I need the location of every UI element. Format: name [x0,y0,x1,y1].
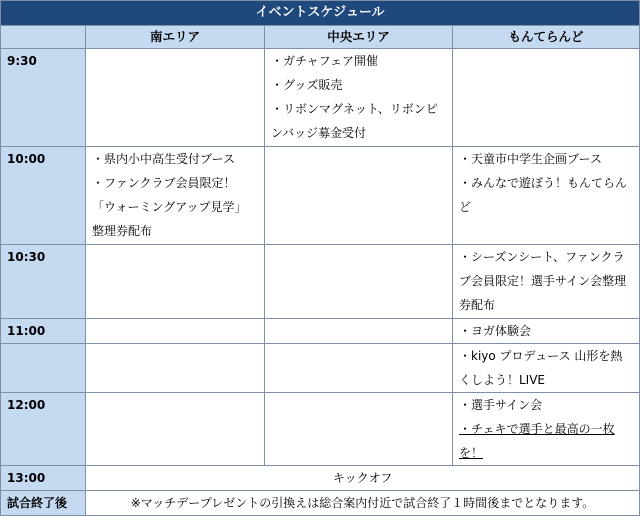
central-area-header: 中央エリア [265,26,453,49]
south-cell [86,147,265,245]
kickoff-cell: キックオフ [86,466,640,491]
montera-cell [453,147,640,245]
south-cell [86,319,265,344]
montera-cell [453,393,640,466]
time-cell: 13:00 [1,466,86,491]
schedule-item: ・ヨガ体験会 [459,324,532,338]
schedule-item: ・みんなで遊ぼう！もんてらんど [459,176,628,214]
montera-cell [453,319,640,344]
schedule-item: ・選手サイン会 [459,398,543,412]
montera-header: もんてらんど [453,26,640,49]
schedule-item: ・kiyo プロデュース 山形を熱くしよう！LIVE [459,349,623,387]
south-area-header: 南エリア [86,26,265,49]
schedule-item: ・ガチャフェア開催 [271,54,379,68]
after-match-note: ※マッチデープレゼントの引換えは総合案内付近で試合終了１時間後までとなります。 [86,491,640,516]
schedule-title: イベントスケジュール [1,1,640,26]
schedule-item: ・天童市中学生企画ブース [459,152,603,166]
schedule-item: ・グッズ販売 [271,78,343,92]
central-cell [265,147,453,245]
time-cell: 12:00 [1,393,86,466]
schedule-item: ・シーズンシート、ファンクラブ会員限定！選手サイン会整理券配布 [459,250,627,312]
south-cell [86,245,265,319]
time-cell: 10:30 [1,245,86,319]
central-cell [265,319,453,344]
time-cell [1,344,86,393]
montera-cell [453,344,640,393]
south-cell [86,49,265,147]
time-cell: 10:00 [1,147,86,245]
schedule-item: ・リボンマグネット、リボンピンバッジ募金受付 [271,102,438,140]
south-cell [86,393,265,466]
time-cell: 9:30 [1,49,86,147]
central-cell [265,245,453,319]
cheki-link[interactable]: ・チェキで選手と最高の一枚を！ [459,422,615,460]
montera-cell [453,49,640,147]
schedule-item: ・ファンクラブ会員限定！「ウォーミングアップ見学」整理券配布 [92,176,247,238]
central-cell [265,49,453,147]
schedule-item: ・県内小中高生受付ブース [92,152,236,166]
central-cell [265,393,453,466]
after-match-cell: 試合終了後 [1,491,86,516]
time-cell: 11:00 [1,319,86,344]
time-column-header [1,26,86,49]
montera-cell [453,245,640,319]
central-cell [265,344,453,393]
south-cell [86,344,265,393]
